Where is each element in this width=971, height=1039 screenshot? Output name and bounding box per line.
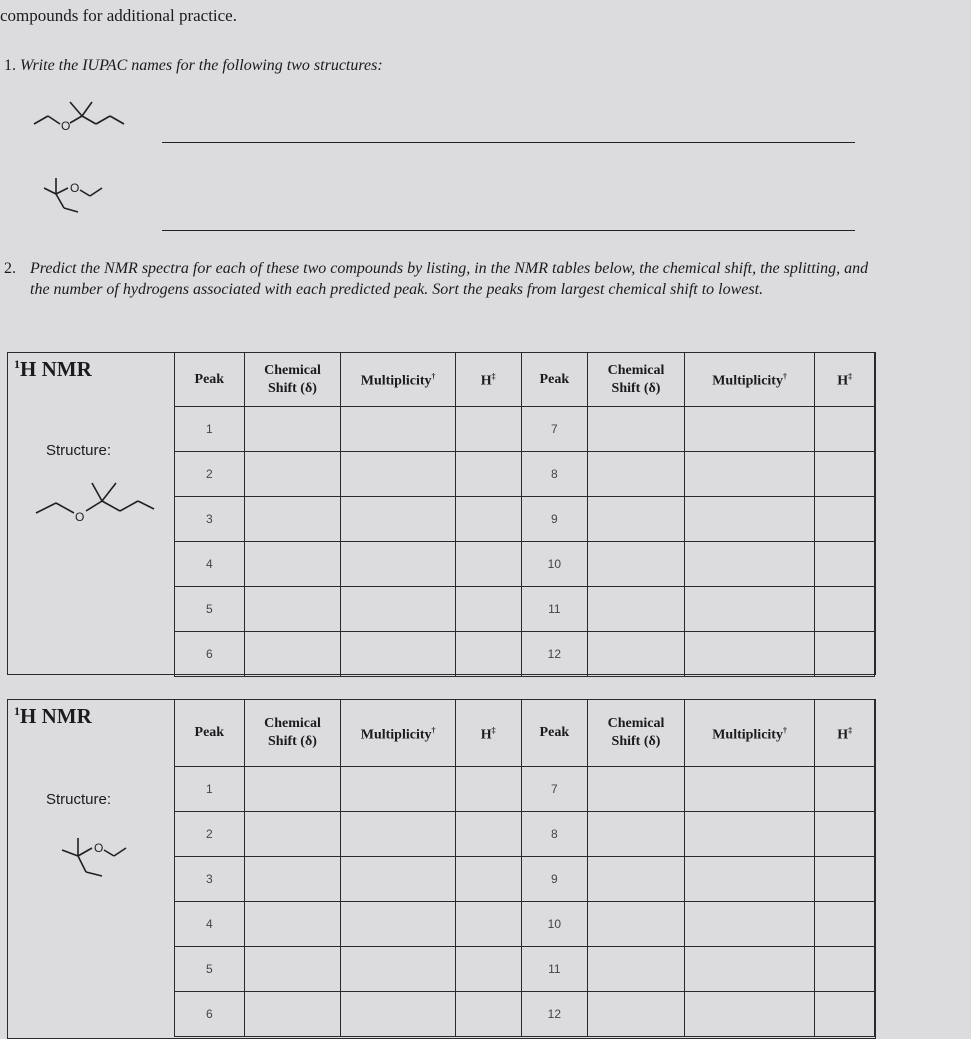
table-row <box>175 857 875 902</box>
table-row <box>175 587 875 632</box>
header-multiplicity-left: Multiplicity† <box>341 700 456 767</box>
header-shift-right: Chemical Shift (δ) <box>588 353 685 407</box>
shift-cell[interactable] <box>588 632 685 677</box>
shift-cell[interactable] <box>588 947 685 992</box>
shift-cell[interactable] <box>588 767 685 812</box>
multiplicity-cell[interactable] <box>684 632 815 677</box>
h-cell[interactable] <box>815 542 875 587</box>
table-row <box>175 812 875 857</box>
peak-number: 5 <box>175 947 245 992</box>
question-1-text: Write the IUPAC names for the following two structures: <box>20 57 383 74</box>
multiplicity-cell[interactable] <box>341 992 456 1037</box>
h-cell[interactable] <box>455 992 521 1037</box>
multiplicity-cell[interactable] <box>341 587 456 632</box>
h-cell[interactable] <box>455 632 521 677</box>
multiplicity-cell[interactable] <box>341 902 456 947</box>
shift-cell[interactable] <box>588 857 685 902</box>
multiplicity-cell[interactable] <box>341 497 456 542</box>
header-peak-left: Peak <box>175 353 245 407</box>
h-cell[interactable] <box>815 587 875 632</box>
nmr-table-2-title: $^1$H NMR <box>14 704 92 728</box>
nmr-table-1-title: $^1$H NMR <box>14 357 92 381</box>
peak-number: 7 <box>521 407 588 452</box>
table-row <box>175 452 875 497</box>
h-cell[interactable] <box>455 767 521 812</box>
multiplicity-cell[interactable] <box>684 452 815 497</box>
question-1 <box>4 55 383 76</box>
multiplicity-cell[interactable] <box>684 992 815 1037</box>
h-cell[interactable] <box>815 812 875 857</box>
structure-1-oxygen: O <box>61 119 71 133</box>
nmr-table-2-oxygen: O <box>94 841 104 855</box>
peak-number: 6 <box>175 992 245 1037</box>
structure-2-oxygen: O <box>70 181 80 195</box>
header-shift-right: Chemical Shift (δ) <box>588 700 685 767</box>
table-row <box>175 407 875 452</box>
nmr-table-2 <box>7 699 876 1039</box>
shift-cell[interactable] <box>588 542 685 587</box>
shift-cell[interactable] <box>244 947 341 992</box>
table-row <box>175 947 875 992</box>
peak-number: 8 <box>521 452 588 497</box>
question-2-text: Predict the NMR spectra for each of these two compounds by listing, in the NMR tables below, the chemical shift, the splitting, and the number of hydrogens associated with each predicted peak. Sort the peaks from largest chemical shift to lowest. <box>30 260 869 298</box>
header-peak-right: Peak <box>521 700 588 767</box>
nmr-table-2-grid <box>174 699 875 1037</box>
peak-number: 11 <box>521 587 588 632</box>
peak-number: 8 <box>521 812 588 857</box>
nmr-table-1 <box>7 352 876 675</box>
header-shift-left: Chemical Shift (δ) <box>244 353 341 407</box>
peak-number: 4 <box>175 542 245 587</box>
header-multiplicity-right: Multiplicity† <box>684 700 815 767</box>
h-cell[interactable] <box>815 452 875 497</box>
shift-cell[interactable] <box>244 407 341 452</box>
shift-cell[interactable] <box>588 992 685 1037</box>
header-h-left: H‡ <box>455 353 521 407</box>
table-row <box>175 497 875 542</box>
h-cell[interactable] <box>455 407 521 452</box>
h-cell[interactable] <box>455 452 521 497</box>
multiplicity-cell[interactable] <box>684 857 815 902</box>
answer-line-1[interactable] <box>162 142 855 143</box>
multiplicity-cell[interactable] <box>341 812 456 857</box>
shift-cell[interactable] <box>244 587 341 632</box>
peak-number: 11 <box>521 947 588 992</box>
h-cell[interactable] <box>455 812 521 857</box>
h-cell[interactable] <box>815 767 875 812</box>
shift-cell[interactable] <box>244 632 341 677</box>
multiplicity-cell[interactable] <box>684 812 815 857</box>
shift-cell[interactable] <box>244 497 341 542</box>
shift-cell[interactable] <box>244 992 341 1037</box>
nmr-table-1-oxygen: O <box>75 510 85 524</box>
shift-cell[interactable] <box>244 902 341 947</box>
peak-number: 1 <box>175 407 245 452</box>
multiplicity-cell[interactable] <box>341 632 456 677</box>
multiplicity-cell[interactable] <box>684 497 815 542</box>
question-1-number: 1. <box>4 57 16 74</box>
peak-number: 2 <box>175 452 245 497</box>
question-2 <box>4 258 870 300</box>
peak-number: 7 <box>521 767 588 812</box>
h-cell[interactable] <box>815 992 875 1037</box>
question-2-number: 2. <box>4 260 16 277</box>
header-peak-left: Peak <box>175 700 245 767</box>
h-cell[interactable] <box>455 587 521 632</box>
header-shift-left: Chemical Shift (δ) <box>244 700 341 767</box>
h-cell[interactable] <box>815 902 875 947</box>
shift-cell[interactable] <box>588 407 685 452</box>
header-multiplicity-right: Multiplicity† <box>684 353 815 407</box>
multiplicity-cell[interactable] <box>341 857 456 902</box>
shift-cell[interactable] <box>244 812 341 857</box>
h-cell[interactable] <box>815 632 875 677</box>
h-cell[interactable] <box>815 497 875 542</box>
peak-number: 6 <box>175 632 245 677</box>
multiplicity-cell[interactable] <box>684 902 815 947</box>
multiplicity-cell[interactable] <box>684 767 815 812</box>
peak-number: 12 <box>521 632 588 677</box>
h-cell[interactable] <box>455 947 521 992</box>
peak-number: 5 <box>175 587 245 632</box>
multiplicity-cell[interactable] <box>684 587 815 632</box>
multiplicity-cell[interactable] <box>684 947 815 992</box>
shift-cell[interactable] <box>588 902 685 947</box>
multiplicity-cell[interactable] <box>341 452 456 497</box>
multiplicity-cell[interactable] <box>341 542 456 587</box>
multiplicity-cell[interactable] <box>684 407 815 452</box>
header-multiplicity-left: Multiplicity† <box>341 353 456 407</box>
nmr-table-2-structure-drawing <box>52 828 142 888</box>
multiplicity-cell[interactable] <box>341 767 456 812</box>
multiplicity-cell[interactable] <box>341 407 456 452</box>
header-h-right: H‡ <box>815 700 875 767</box>
intro-text: compounds for additional practice. <box>0 6 237 25</box>
peak-number: 2 <box>175 812 245 857</box>
h-cell[interactable] <box>815 947 875 992</box>
h-cell[interactable] <box>455 857 521 902</box>
table-row <box>175 992 875 1037</box>
nmr-table-1-grid <box>174 352 875 677</box>
peak-number: 9 <box>521 497 588 542</box>
nmr-table-1-structure-drawing <box>34 481 164 526</box>
shift-cell[interactable] <box>244 767 341 812</box>
table-row <box>175 632 875 677</box>
h-cell[interactable] <box>455 542 521 587</box>
structure-1-drawing <box>32 100 132 140</box>
answer-line-2[interactable] <box>162 230 855 231</box>
peak-number: 10 <box>521 902 588 947</box>
header-h-right: H‡ <box>815 353 875 407</box>
h-cell[interactable] <box>815 857 875 902</box>
table-row <box>175 542 875 587</box>
multiplicity-cell[interactable] <box>341 947 456 992</box>
shift-cell[interactable] <box>588 587 685 632</box>
table-row <box>175 902 875 947</box>
peak-number: 3 <box>175 497 245 542</box>
nmr-table-1-structure-label: Structure: <box>46 442 112 459</box>
shift-cell[interactable] <box>244 857 341 902</box>
peak-number: 3 <box>175 857 245 902</box>
peak-number: 12 <box>521 992 588 1037</box>
shift-cell[interactable] <box>244 452 341 497</box>
h-cell[interactable] <box>455 902 521 947</box>
shift-cell[interactable] <box>588 497 685 542</box>
peak-number: 1 <box>175 767 245 812</box>
shift-cell[interactable] <box>588 812 685 857</box>
peak-number: 9 <box>521 857 588 902</box>
header-h-left: H‡ <box>455 700 521 767</box>
peak-number: 4 <box>175 902 245 947</box>
h-cell[interactable] <box>455 497 521 542</box>
nmr-table-2-structure-label: Structure: <box>46 791 112 808</box>
shift-cell[interactable] <box>244 542 341 587</box>
table-row <box>175 767 875 812</box>
structure-2-drawing <box>30 170 120 220</box>
peak-number: 10 <box>521 542 588 587</box>
header-peak-right: Peak <box>521 353 588 407</box>
h-cell[interactable] <box>815 407 875 452</box>
multiplicity-cell[interactable] <box>684 542 815 587</box>
shift-cell[interactable] <box>588 452 685 497</box>
